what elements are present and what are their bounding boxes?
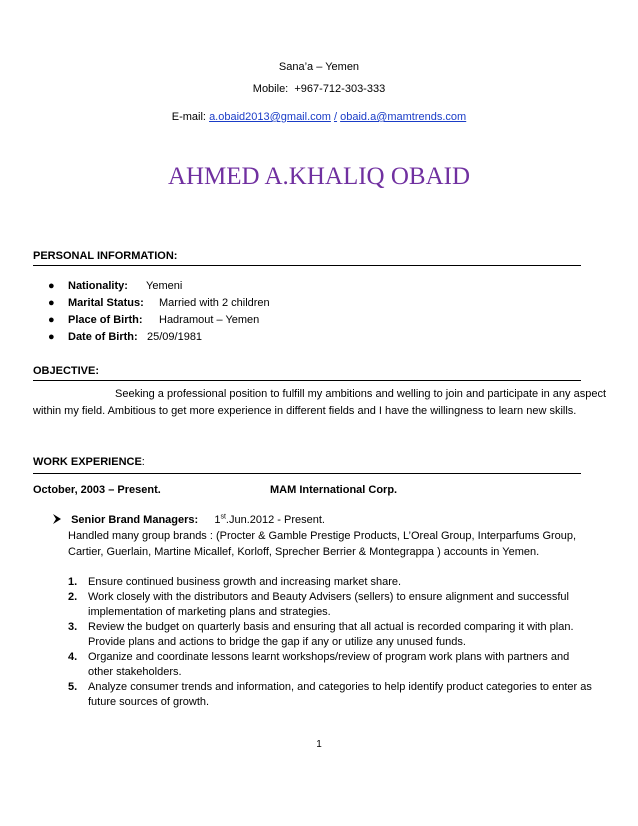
list-item bbox=[48, 329, 270, 346]
email-link-1[interactable]: a.obaid2013@gmail.com bbox=[209, 111, 331, 123]
role-date-suffix: st bbox=[220, 513, 226, 521]
duty-text: Organize and coordinate lessons learnt workshops/review of program work plans with partners and bbox=[88, 651, 570, 663]
nationality-label: Nationality: bbox=[68, 280, 128, 292]
marital-status-label: Marital Status: bbox=[68, 297, 144, 309]
email-separator: / bbox=[333, 111, 338, 123]
duty-text: Ensure continued business growth and increasing market share. bbox=[88, 576, 402, 588]
role-date bbox=[214, 514, 325, 526]
place-of-birth-value: Hadramout – Yemen bbox=[159, 314, 260, 326]
duty-text: Provide plans and actions to bridge the gap if any or utilize any unused funds. bbox=[88, 636, 466, 648]
arrow-bullet-icon bbox=[52, 513, 68, 528]
objective-text-line-1: Seeking a professional position to fulfill my ambitions and welling to join and participate in any aspect bbox=[115, 388, 607, 400]
section-divider bbox=[33, 473, 581, 474]
personal-info-heading: PERSONAL INFORMATION: bbox=[33, 250, 178, 262]
list-number: 3. bbox=[68, 621, 78, 633]
section-divider bbox=[33, 380, 581, 381]
section-divider bbox=[33, 265, 581, 266]
role-line bbox=[52, 513, 325, 528]
role-date-rest: .Jun.2012 - Present. bbox=[225, 514, 325, 526]
objective-heading: OBJECTIVE: bbox=[33, 365, 100, 377]
mobile-line bbox=[0, 82, 638, 97]
mobile-number: +967-712-303-333 bbox=[294, 83, 386, 95]
place-of-birth-label: Place of Birth: bbox=[68, 314, 143, 326]
candidate-name: AHMED A.KHALIQ OBAID bbox=[167, 163, 471, 190]
list-item bbox=[68, 620, 616, 650]
bullet-icon: ● bbox=[48, 280, 55, 292]
work-experience-heading bbox=[33, 455, 145, 470]
duty-text: Review the budget on quarterly basis and ensuring that all actual is recorded comparing it with plan. bbox=[88, 621, 574, 633]
mobile-label: Mobile: bbox=[252, 83, 289, 95]
list-item bbox=[48, 312, 270, 329]
list-item bbox=[48, 278, 270, 295]
list-item bbox=[48, 295, 270, 312]
page-number: 1 bbox=[316, 739, 322, 750]
duty-text: implementation of marketing plans and strategies. bbox=[88, 606, 331, 618]
email-line bbox=[0, 110, 638, 125]
duty-text: future sources of growth. bbox=[88, 696, 210, 708]
list-number: 1. bbox=[68, 576, 78, 588]
list-item bbox=[68, 590, 616, 620]
role-description-line-2: Cartier, Guerlain, Martine Micallef, Korloff, Sprecher Berrier & Montegrappa ) accounts in Yemen. bbox=[68, 546, 540, 558]
bullet-icon: ● bbox=[48, 331, 55, 343]
role-date-day: 1 bbox=[214, 514, 221, 526]
role-description-line-1: Handled many group brands : (Procter & Gamble Prestige Products, L’Oreal Group, Interparfums Group, bbox=[68, 530, 577, 542]
work-experience-title: WORK EXPERIENCE bbox=[33, 456, 142, 468]
company-name: MAM International Corp. bbox=[270, 484, 398, 496]
duties-list bbox=[68, 575, 616, 710]
address-line: Sana’a – Yemen bbox=[278, 61, 360, 73]
duty-text: other stakeholders. bbox=[88, 666, 182, 678]
list-number: 2. bbox=[68, 591, 78, 603]
list-item bbox=[68, 575, 616, 590]
duty-text: Work closely with the distributors and Beauty Advisers (sellers) to ensure alignment and successful bbox=[88, 591, 569, 603]
bullet-icon: ● bbox=[48, 314, 55, 326]
list-item bbox=[68, 650, 616, 680]
date-of-birth-label: Date of Birth: bbox=[68, 331, 138, 343]
work-experience-colon: : bbox=[141, 456, 145, 468]
employment-period: October, 2003 – Present. bbox=[33, 484, 161, 496]
objective-text-line-2: within my field. Ambitious to get more experience in different fields and I have the willingness to learn new skills. bbox=[33, 405, 577, 417]
nationality-value: Yemeni bbox=[146, 280, 183, 292]
role-title: Senior Brand Managers: bbox=[71, 514, 199, 526]
date-of-birth-value: 25/09/1981 bbox=[147, 331, 203, 343]
marital-status-value: Married with 2 children bbox=[159, 297, 270, 309]
personal-info-list bbox=[48, 278, 270, 346]
email-link-2[interactable]: obaid.a@mamtrends.com bbox=[340, 111, 467, 123]
list-item bbox=[68, 680, 616, 710]
list-number: 5. bbox=[68, 681, 78, 693]
bullet-icon: ● bbox=[48, 297, 55, 309]
list-number: 4. bbox=[68, 651, 78, 663]
duty-text: Analyze consumer trends and information, and categories to help identify product categories to enter as bbox=[88, 681, 592, 693]
email-label: E-mail: bbox=[171, 111, 206, 123]
